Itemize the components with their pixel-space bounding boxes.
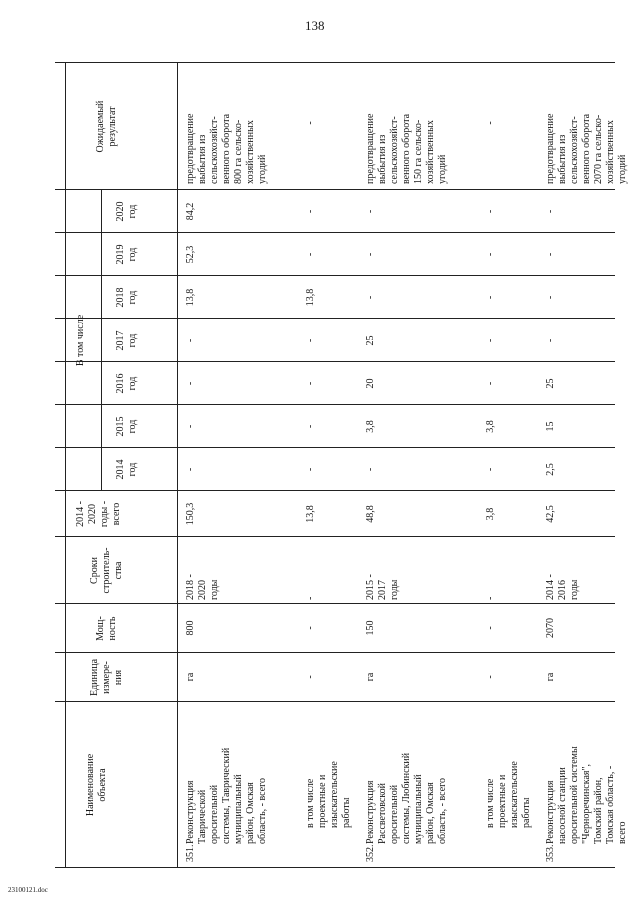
table-column-rule <box>55 447 615 448</box>
year-cell: - <box>365 209 376 214</box>
period-cell: - <box>305 596 316 600</box>
header-year: 2014 год <box>115 459 138 480</box>
total-cell: 48,8 <box>365 505 376 523</box>
capacity-cell: - <box>485 626 496 630</box>
table-column-rule <box>55 318 615 319</box>
year-cell: - <box>185 381 196 386</box>
year-cell: 84,2 <box>185 202 196 221</box>
header-capacity: Мощ- ность <box>95 616 118 641</box>
header-total: 2014 - 2020 годы - всего <box>75 500 122 528</box>
year-cell: - <box>185 467 196 472</box>
year-cell: 13,8 <box>185 288 196 307</box>
capacity-cell: - <box>305 626 316 630</box>
year-cell: 25 <box>545 378 556 389</box>
result-cell: - <box>305 121 316 125</box>
total-cell: 3,8 <box>485 507 496 521</box>
rotated-table <box>55 48 628 868</box>
year-cell: 3,8 <box>485 420 496 433</box>
year-cell: 25 <box>365 335 376 346</box>
header-unit: Единица измере- ния <box>89 658 124 697</box>
object-name: Реконструкция Рассветовской оросительной системы, Любинский муниципальный район, Омская область, - всего <box>365 752 448 844</box>
table-column-rule <box>55 603 615 604</box>
page-number: 138 <box>305 18 325 33</box>
row-number: 352. <box>365 844 376 862</box>
header-year: 2015 год <box>115 416 138 437</box>
year-cell: - <box>545 252 556 257</box>
header-year: 2018 год <box>115 287 138 308</box>
period-cell: - <box>485 596 496 600</box>
year-cell: - <box>365 295 376 300</box>
table-column-rule <box>55 189 615 190</box>
year-cell: - <box>545 209 556 214</box>
total-cell: 150,3 <box>185 502 196 526</box>
unit-cell: - <box>305 675 316 679</box>
row-number: 353. <box>545 844 556 862</box>
year-cell: - <box>485 338 496 343</box>
year-cell: 2,5 <box>545 463 556 476</box>
including-rule <box>101 190 102 491</box>
result-cell: - <box>485 121 496 125</box>
header-top-rule <box>65 63 66 868</box>
year-cell: - <box>305 424 316 429</box>
header-result: Ожидаемый результат <box>95 100 118 153</box>
year-cell: - <box>185 338 196 343</box>
year-cell: - <box>305 381 316 386</box>
table-column-rule <box>55 275 615 276</box>
result-cell: предотвращение выбытия из сельскохозяйст- венного оборота 2070 га сельско- хозяйственных угодий <box>545 113 628 184</box>
document-footer: 23100121.doc <box>8 886 48 894</box>
table-column-rule <box>55 62 615 63</box>
year-cell: - <box>545 338 556 343</box>
result-cell: предотвращение выбытия из сельскохозяйст- венного оборота 800 га сельско- хозяйственных угодий <box>185 113 268 184</box>
object-name: Реконструкция насосной станции оросительной системы "Черноречинская", Томский район, Томская область, - всего <box>545 746 628 844</box>
header-including: В том числе <box>75 314 86 367</box>
year-cell: - <box>485 381 496 386</box>
object-name: в том числе проектные и изыскательские работы <box>305 761 352 828</box>
year-cell: - <box>305 252 316 257</box>
table-column-rule <box>55 536 615 537</box>
year-cell: - <box>485 467 496 472</box>
year-cell: - <box>545 295 556 300</box>
year-cell: - <box>305 467 316 472</box>
year-cell: 13,8 <box>305 288 316 307</box>
year-cell: - <box>365 467 376 472</box>
year-cell: 3,8 <box>365 420 376 433</box>
unit-cell: га <box>185 672 196 682</box>
period-cell: 2014 - 2016 годы <box>545 574 580 600</box>
table-column-rule <box>55 404 615 405</box>
total-cell: 13,8 <box>305 505 316 523</box>
year-cell: - <box>365 252 376 257</box>
table-column-rule <box>55 867 615 868</box>
object-name: в том числе проектные и изыскательские работы <box>485 761 532 828</box>
year-cell: - <box>485 252 496 257</box>
year-cell: - <box>485 295 496 300</box>
capacity-cell: 2070 <box>545 618 556 638</box>
header-bottom-rule <box>177 63 178 868</box>
year-cell: 20 <box>365 378 376 389</box>
year-cell: - <box>185 424 196 429</box>
header-year: 2019 год <box>115 244 138 265</box>
header-name: Наименование объекта <box>85 753 108 817</box>
period-cell: 2015 - 2017 годы <box>365 574 400 600</box>
object-name: Реконструкция Таврической оросительной системы, Таврический муниципальный район, Омская область, - всего <box>185 747 268 844</box>
unit-cell: - <box>485 675 496 679</box>
capacity-cell: 150 <box>365 620 376 636</box>
result-cell: предотвращение выбытия из сельскохозяйст- венного оборота 150 га сельско- хозяйственных угодий <box>365 113 448 184</box>
table-column-rule <box>55 490 615 491</box>
total-cell: 42,5 <box>545 505 556 523</box>
header-year: 2017 год <box>115 330 138 351</box>
year-cell: - <box>485 209 496 214</box>
header-period: Сроки строитель- ства <box>89 547 124 594</box>
header-year: 2016 год <box>115 373 138 394</box>
row-number: 351. <box>185 844 196 862</box>
header-year: 2020 год <box>115 201 138 222</box>
year-cell: 15 <box>545 421 556 432</box>
period-cell: 2018 - 2020 годы <box>185 574 220 600</box>
table-column-rule <box>55 652 615 653</box>
unit-cell: га <box>365 672 376 682</box>
year-cell: - <box>305 338 316 343</box>
table-column-rule <box>55 361 615 362</box>
unit-cell: га <box>545 672 556 682</box>
year-cell: - <box>305 209 316 214</box>
table-column-rule <box>55 232 615 233</box>
year-cell: 52,3 <box>185 245 196 264</box>
capacity-cell: 800 <box>185 620 196 636</box>
